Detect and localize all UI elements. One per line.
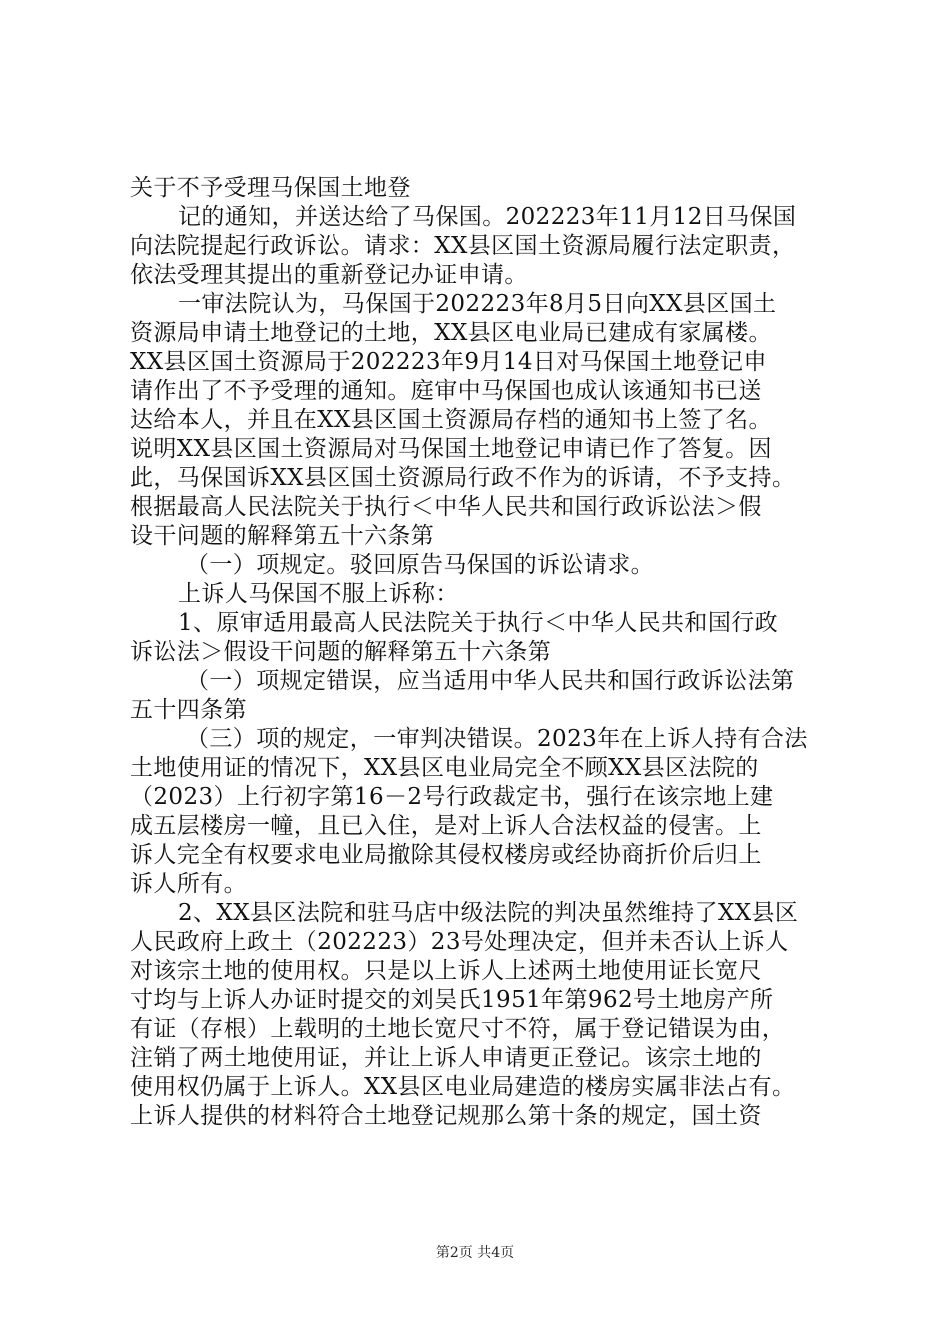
- document-body: [130, 174, 830, 1131]
- text-line: 使用权仍属于上诉人。XX县区电业局建造的楼房实属非法占有。: [130, 1074, 796, 1100]
- text-line: 2、XX县区法院和驻马店中级法院的判决虽然维持了XX县区: [178, 900, 799, 926]
- text-line: 记的通知，并送达给了马保国。202223年11月12日马保国: [178, 204, 797, 230]
- text-line: 请作出了不予受理的通知。庭审中马保国也成认该通知书已送: [130, 378, 762, 404]
- text-line: （一）项规定。驳回原告马保国的诉讼请求。: [186, 552, 654, 578]
- text-line: 根据最高人民法院关于执行＜中华人民共和国行政诉讼法＞假: [130, 494, 762, 520]
- text-line: 1、原审适用最高人民法院关于执行＜中华人民共和国行政: [178, 610, 779, 636]
- text-line: （2023）上行初字第16－2号行政裁定书，强行在该宗地上建: [130, 784, 774, 810]
- text-line: 设干问题的解释第五十六条第: [130, 523, 435, 549]
- text-line: 一审法院认为，马保国于202223年8月5日向XX县区国土: [178, 291, 777, 317]
- text-line: （三）项的规定，一审判决错误。2023年在上诉人持有合法: [186, 726, 808, 752]
- text-line: 诉人所有。: [130, 871, 247, 897]
- text-line: 有证（存根）上载明的土地长宽尺寸不符，属于登记错误为由，: [130, 1016, 786, 1042]
- page-number: 第2页 共4页: [435, 1245, 515, 1261]
- text-line: 五十四条第: [130, 697, 247, 723]
- text-line: 关于不予受理马保国土地登: [130, 175, 411, 201]
- text-line: XX县区国土资源局于202223年9月14日对马保国土地登记申: [130, 349, 767, 375]
- text-line: 成五层楼房一幢，且已入住，是对上诉人合法权益的侵害。上: [130, 813, 762, 839]
- text-line: 上诉人马保国不服上诉称：: [178, 581, 459, 607]
- text-line: （一）项规定错误，应当适用中华人民共和国行政诉讼法第: [186, 668, 795, 694]
- page-footer: [0, 1244, 950, 1262]
- text-line: 寸均与上诉人办证时提交的刘吴氏1951年第962号土地房产所: [130, 987, 774, 1013]
- text-line: 资源局申请土地登记的土地，XX县区电业局已建成有家属楼。: [130, 320, 772, 346]
- text-line: 诉人完全有权要求电业局撤除其侵权楼房或经协商折价后归上: [130, 842, 762, 868]
- text-line: 此，马保国诉XX县区国土资源局行政不作为的诉请，不予支持。: [130, 465, 796, 491]
- text-line: 诉讼法＞假设干问题的解释第五十六条第: [130, 639, 552, 665]
- text-line: 达给本人，并且在XX县区国土资源局存档的通知书上签了名。: [130, 407, 772, 433]
- text-line: 土地使用证的情况下，XX县区电业局完全不顾XX县区法院的: [130, 755, 759, 781]
- text-line: 注销了两土地使用证，并让上诉人申请更正登记。该宗土地的: [130, 1045, 762, 1071]
- text-line: 上诉人提供的材料符合土地登记规那么第十条的规定，国土资: [130, 1103, 762, 1129]
- text-line: 对该宗土地的使用权。只是以上诉人上述两土地使用证长宽尺: [130, 958, 762, 984]
- text-line: 向法院提起行政诉讼。请求：XX县区国土资源局履行法定职责，: [130, 233, 796, 259]
- text-line: 人民政府上政土（202223）23号处理决定，但并未否认上诉人: [130, 929, 789, 955]
- text-line: 说明XX县区国土资源局对马保国土地登记申请已作了答复。因: [130, 436, 772, 462]
- text-line: 依法受理其提出的重新登记办证申请。: [130, 262, 528, 288]
